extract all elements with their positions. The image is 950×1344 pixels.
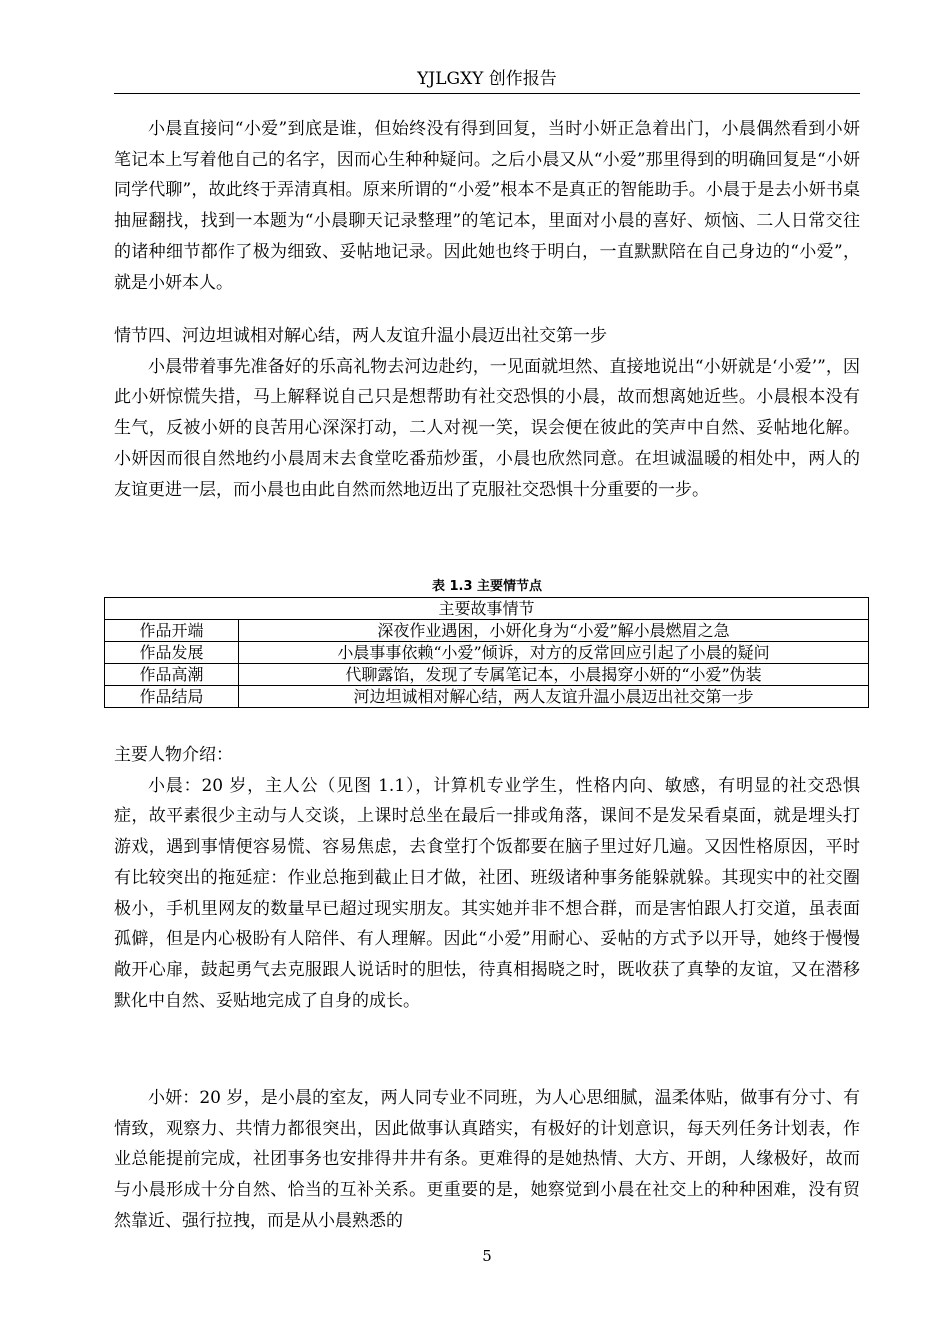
row-text: 代聊露馅，发现了专属笔记本，小晨揭穿小妍的“小爱”伪装 [239, 664, 869, 686]
table-row [105, 664, 869, 686]
characters-section [114, 740, 860, 1016]
plot-four-heading: 情节四、河边坦诚相对解心结，两人友谊升温小晨迈出社交第一步 [114, 326, 607, 346]
table-row [105, 642, 869, 664]
intro-section [114, 114, 860, 298]
row-text: 河边坦诚相对解心结，两人友谊升温小晨迈出社交第一步 [239, 686, 869, 708]
row-text: 小晨事事依赖“小爱”倾诉，对方的反常回应引起了小晨的疑问 [239, 642, 869, 664]
character-xiaochen: 小晨：20 岁，主人公（见图 1.1），计算机专业学生，性格内向、敏感，有明显的社交恐惧症，故平素很少主动与人交谈，上课时总坐在最后一排或角落，课间不是发呆看桌面，就是埋头打游戏，遇到事情便容易慌、容易焦虑，去食堂打个饭都要在脑子里过好几遍。又因性格原因，平时有比较突出的拖延症：作业总拖到截止日才做，社团、班级诸种事务能躲就躲。其现实中的社交圈极小，手机里网友的数量早已超过现实朋友。其实她并非不想合群，而是害怕跟人打交道，虽表面孤僻，但是内心极盼有人陪伴、有人理解。因此“小爱”用耐心、妥帖的方式予以开导，她终于慢慢敞开心扉，鼓起勇气去克服跟人说话时的胆怯，待真相揭晓之时，既收获了真挚的友谊，又在潜移默化中自然、妥贴地完成了自身的成长。 [114, 775, 860, 1011]
table-title: 主要故事情节 [105, 598, 869, 620]
row-label: 作品高潮 [105, 664, 239, 686]
table-row [105, 686, 869, 708]
intro-paragraph: 小晨直接问“小爱”到底是谁，但始终没有得到回复，当时小妍正急着出门，小晨偶然看到小妍笔记本上写着他自己的名字，因而心生种种疑问。之后小晨又从“小爱”那里得到的明确回复是“小妍同学代聊”，故此终于弄清真相。原来所谓的“小爱”根本不是真正的智能助手。小晨于是去小妍书桌抽屉翻找，找到一本题为“小晨聊天记录整理”的笔记本，里面对小晨的喜好、烦恼、二人日常交往的诸种细节都作了极为细致、妥帖地记录。因此她也终于明白，一直默默陪在自己身边的“小爱”，就是小妍本人。 [114, 119, 860, 293]
plot-four-section [114, 321, 860, 505]
row-label: 作品开端 [105, 620, 239, 642]
character-xiaoyan-section [114, 1083, 860, 1237]
row-label: 作品结局 [105, 686, 239, 708]
row-label: 作品发展 [105, 642, 239, 664]
page-header-title: YJLGXY 创作报告 [417, 69, 557, 89]
header-rule [114, 93, 860, 94]
plot-points-table [104, 597, 869, 708]
page-number: 5 [482, 1247, 492, 1265]
table-header-row [105, 598, 869, 620]
character-xiaoyan: 小妍：20 岁，是小晨的室友，两人同专业不同班，为人心思细腻，温柔体贴，做事有分寸、有情致，观察力、共情力都很突出，因此做事认真踏实，有极好的计划意识，每天列任务计划表，作业总能提前完成，社团事务也安排得井井有条。更难得的是她热情、大方、开朗，人缘极好，故而与小晨形成十分自然、恰当的互补关系。更重要的是，她察觉到小晨在社交上的种种困难，没有贸然靠近、强行拉拽，而是从小晨熟悉的 [114, 1088, 860, 1231]
characters-heading: 主要人物介绍： [114, 745, 233, 765]
table-caption: 表 1.3 主要情节点 [431, 579, 543, 594]
plot-four-paragraph: 小晨带着事先准备好的乐高礼物去河边赴约，一见面就坦然、直接地说出“小妍就是‘小爱’”，因此小妍惊慌失措，马上解释说自己只是想帮助有社交恐惧的小晨，故而想离她近些。小晨根本没有生气，反被小妍的良苦用心深深打动，二人对视一笑，误会便在彼此的笑声中自然、妥帖地化解。小妍因而很自然地约小晨周末去食堂吃番茄炒蛋，小晨也欣然同意。在坦诚温暖的相处中，两人的友谊更进一层，而小晨也由此自然而然地迈出了克服社交恐惧十分重要的一步。 [114, 356, 860, 500]
row-text: 深夜作业遇困，小妍化身为“小爱”解小晨燃眉之急 [239, 620, 869, 642]
table-row [105, 620, 869, 642]
